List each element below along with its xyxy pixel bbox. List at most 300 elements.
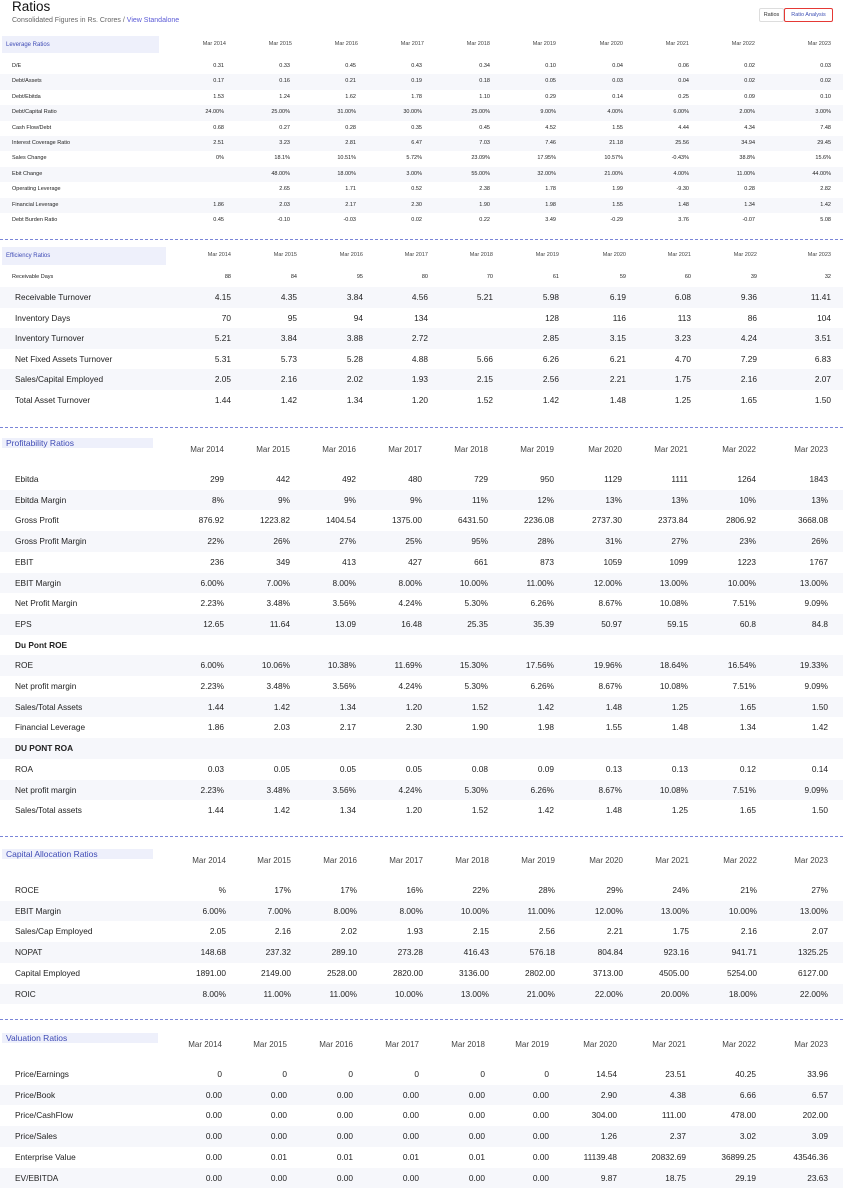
table-cell: 0.02 <box>820 78 831 85</box>
table-cell: 0.25 <box>678 93 689 100</box>
table-cell: 1.93 <box>406 926 423 937</box>
table-cell: 876.92 <box>198 515 224 526</box>
column-header-year: Mar 2023 <box>807 252 831 258</box>
table-cell: 6.26% <box>530 681 554 691</box>
table-cell: 25.56 <box>675 140 689 146</box>
table-cell: 23.09% <box>471 155 490 162</box>
table-cell: 0 <box>414 1069 419 1079</box>
ratios-button[interactable]: Ratios <box>759 8 784 22</box>
table-cell: 116 <box>612 312 626 323</box>
table-cell: 0.03 <box>612 78 623 85</box>
row-label: Interest Coverage Ratio <box>12 140 71 146</box>
table-cell: 4.38 <box>669 1089 686 1100</box>
table-cell: 10.00% <box>394 988 423 999</box>
table-cell: 0.00 <box>532 1131 549 1142</box>
column-header-year: Mar 2019 <box>535 252 559 258</box>
table-cell: 1223 <box>737 556 756 567</box>
table-cell: 0.00 <box>402 1131 419 1142</box>
column-header-year: Mar 2017 <box>400 41 424 47</box>
table-cell: 18.75 <box>665 1172 686 1183</box>
table-cell: 0.06 <box>678 63 689 69</box>
table-cell: 492 <box>342 474 356 484</box>
table-cell: 5254.00 <box>727 967 757 978</box>
table-cell: 0.45 <box>345 63 356 69</box>
table-cell: 1.42 <box>537 701 554 712</box>
table-cell: 1223.82 <box>260 515 290 526</box>
column-header-year: Mar 2015 <box>253 1040 287 1049</box>
table-cell: 0.00 <box>468 1131 485 1142</box>
table-cell: 2.21 <box>609 374 626 385</box>
table-cell: 0.02 <box>744 63 755 69</box>
table-row <box>0 198 843 213</box>
table-cell: 17% <box>340 885 357 895</box>
table-cell: 661 <box>474 556 488 567</box>
table-cell: 3.23 <box>279 140 290 146</box>
column-header-year: Mar 2017 <box>404 252 428 258</box>
table-cell: 70 <box>221 312 231 323</box>
table-cell: 2.65 <box>279 186 290 193</box>
table-cell: 0.35 <box>411 124 422 131</box>
table-cell: 15.30% <box>459 660 488 671</box>
row-label: Capital Employed <box>15 967 81 978</box>
table-cell: 0.10 <box>820 93 831 100</box>
table-cell: 3.56% <box>332 598 356 609</box>
table-cell: 0.00 <box>270 1131 287 1142</box>
table-cell: 95 <box>287 312 297 323</box>
table-cell: 8.00% <box>333 905 357 916</box>
table-cell: 478.00 <box>730 1110 756 1121</box>
table-cell: 7.51% <box>732 784 756 795</box>
section-divider <box>0 836 843 837</box>
table-cell: 0.02 <box>744 78 755 85</box>
section-title: Leverage Ratios <box>2 36 159 53</box>
table-cell: 8.00% <box>399 905 423 916</box>
table-cell: 3.48% <box>266 784 290 795</box>
table-cell: 0.16 <box>279 78 290 85</box>
table-cell: 9% <box>410 494 422 505</box>
table-cell: 2.03 <box>279 201 290 208</box>
column-header-year: Mar 2018 <box>469 252 493 258</box>
table-cell: 4.00% <box>607 109 623 116</box>
table-cell: 22% <box>207 536 224 547</box>
table-cell: 11.69% <box>394 660 422 671</box>
table-cell: 0.22 <box>479 217 490 223</box>
table-cell: 349 <box>276 556 290 567</box>
table-cell: 29.19 <box>735 1172 756 1183</box>
table-cell: 1.65 <box>740 395 757 405</box>
table-cell: 2.16 <box>274 926 291 937</box>
table-cell: 17.95% <box>537 155 556 162</box>
column-header-year: Mar 2018 <box>454 445 488 454</box>
table-cell: 7.00% <box>267 905 291 916</box>
section-title: Efficiency Ratios <box>2 247 166 265</box>
table-cell: 6431.50 <box>458 515 488 526</box>
table-cell: 8.67% <box>598 681 622 691</box>
table-cell: 0.00 <box>336 1110 353 1121</box>
table-cell: 2806.92 <box>726 515 756 526</box>
table-cell: 3.15 <box>609 333 626 344</box>
table-cell: 2528.00 <box>327 967 357 978</box>
table-cell: 0.43 <box>411 63 422 69</box>
row-label: Sales/Total assets <box>15 805 82 816</box>
column-header-year: Mar 2023 <box>794 856 828 865</box>
column-header-year: Mar 2016 <box>322 445 356 454</box>
table-cell: 0.00 <box>336 1172 353 1183</box>
table-cell: 39 <box>750 274 757 280</box>
table-cell: 1.34 <box>339 805 356 816</box>
table-cell: 32 <box>824 274 831 280</box>
table-cell: 10.00% <box>727 577 756 588</box>
table-cell: 31.00% <box>337 109 356 116</box>
table-cell: 1.34 <box>739 722 756 733</box>
table-cell: 13.00% <box>460 988 489 999</box>
table-cell: 1.20 <box>405 805 422 816</box>
table-cell: 1.52 <box>471 701 488 712</box>
table-cell: 23.51 <box>665 1069 686 1079</box>
column-header-year: Mar 2019 <box>515 1040 549 1049</box>
table-cell: 1.65 <box>739 805 756 816</box>
table-cell: 3.49 <box>545 217 556 223</box>
table-cell: 2.17 <box>339 722 356 733</box>
table-cell: 5.72% <box>406 155 422 162</box>
column-header-year: Mar 2021 <box>665 41 689 47</box>
table-cell: 1.53 <box>213 93 224 100</box>
table-cell: 13.00% <box>799 905 828 916</box>
table-cell: 1.50 <box>814 395 831 405</box>
table-cell: 17.56% <box>525 660 554 671</box>
row-label: Net Fixed Assets Turnover <box>15 353 113 364</box>
table-cell: 24.00% <box>205 109 224 116</box>
table-cell: 10.57% <box>604 155 623 162</box>
table-row <box>0 963 843 984</box>
table-cell: 1.10 <box>479 93 490 100</box>
table-cell: 14.54 <box>596 1069 617 1079</box>
table-cell: 0.05 <box>339 763 356 774</box>
view-standalone-link[interactable]: View Standalone <box>126 17 180 24</box>
table-cell: 202.00 <box>802 1110 828 1121</box>
table-cell: 6.21 <box>609 353 626 364</box>
table-cell: 88 <box>224 274 231 280</box>
table-row <box>0 717 843 738</box>
table-cell: 0.00 <box>532 1110 549 1121</box>
table-cell: 19.33% <box>799 660 828 671</box>
table-row <box>0 121 843 136</box>
table-cell: 1.42 <box>273 701 290 712</box>
page-header <box>0 0 843 36</box>
table-row <box>0 1168 843 1189</box>
column-header-year: Mar 2022 <box>722 1040 756 1049</box>
table-row <box>0 921 843 942</box>
table-row <box>0 780 843 801</box>
row-label: Financial Leverage <box>12 201 59 208</box>
table-cell: 1.42 <box>820 201 831 208</box>
table-cell: 5.28 <box>346 353 363 364</box>
ratio-analysis-button[interactable]: Ratio Analysis <box>784 8 833 22</box>
table-cell: 6.47 <box>411 140 422 146</box>
table-cell: 0.04 <box>612 63 623 69</box>
table-cell: 8.00% <box>332 577 356 588</box>
table-cell: 4.52 <box>545 124 556 131</box>
table-cell: 8.00% <box>202 988 226 999</box>
table-cell: 0.00 <box>205 1131 222 1142</box>
table-cell: 0.13 <box>671 763 688 774</box>
column-header-year: Mar 2014 <box>202 41 226 47</box>
table-cell: 480 <box>408 474 422 484</box>
table-cell: 6.00% <box>673 109 689 116</box>
column-header-year: Mar 2014 <box>190 445 224 454</box>
table-cell: 104 <box>817 312 831 323</box>
table-cell: 28% <box>538 885 555 895</box>
table-cell: 0.19 <box>411 78 422 85</box>
column-header-year: Mar 2017 <box>385 1040 419 1049</box>
table-cell: 25% <box>405 536 422 547</box>
table-cell: 0.00 <box>270 1089 287 1100</box>
table-cell: 8.67% <box>598 784 622 795</box>
table-cell: 18.1% <box>274 155 290 162</box>
table-cell: 27% <box>811 885 828 895</box>
table-cell: 1.52 <box>471 805 488 816</box>
table-row <box>0 655 843 676</box>
table-cell: 16.48 <box>401 618 422 629</box>
table-cell: 2.37 <box>669 1131 686 1142</box>
table-cell: 0.00 <box>205 1110 222 1121</box>
table-cell: 2.15 <box>476 374 493 385</box>
table-cell: 1.34 <box>744 201 755 208</box>
table-cell: 7.51% <box>732 598 756 609</box>
row-label: Price/Book <box>15 1089 56 1100</box>
table-cell: 8.00% <box>398 577 422 588</box>
table-cell: 13.00% <box>660 905 689 916</box>
table-cell: 59.15 <box>667 618 688 629</box>
table-cell: 1.50 <box>811 701 828 712</box>
table-row <box>0 984 843 1005</box>
table-cell: 2.90 <box>600 1089 617 1100</box>
table-cell: 1.55 <box>612 124 623 131</box>
table-row <box>0 90 843 105</box>
table-cell: 0.34 <box>479 63 490 69</box>
table-cell: 1129 <box>604 474 622 484</box>
column-header-year: Mar 2023 <box>794 1040 828 1049</box>
table-row <box>0 308 843 329</box>
row-label: Net Profit Margin <box>15 598 78 609</box>
table-row <box>0 469 843 490</box>
table-cell: 113 <box>677 312 691 323</box>
table-cell: 442 <box>276 474 290 484</box>
table-cell: 4.34 <box>744 124 755 131</box>
row-label: EPS <box>15 618 32 629</box>
table-cell: 10.08% <box>659 598 688 609</box>
table-row <box>0 510 843 531</box>
table-cell: 1.78 <box>545 186 556 193</box>
table-cell: 1.62 <box>345 93 356 100</box>
table-cell: 11.00% <box>329 988 357 999</box>
table-cell: 4.00% <box>673 170 689 177</box>
table-cell: 36899.25 <box>721 1151 756 1162</box>
column-header-year: Mar 2020 <box>583 1040 617 1049</box>
table-row <box>0 490 843 511</box>
subtitle-text: Consolidated Figures in Rs. Crores / <box>12 17 127 24</box>
table-cell: 2.17 <box>345 201 356 208</box>
table-cell: 111.00 <box>661 1110 686 1121</box>
section-divider <box>0 1019 843 1020</box>
table-cell: 13.00% <box>659 577 688 588</box>
column-header-year: Mar 2014 <box>188 1040 222 1049</box>
table-cell: 804.84 <box>597 947 623 958</box>
table-cell: 1.65 <box>739 701 756 712</box>
table-cell: 0.00 <box>205 1151 222 1162</box>
table-cell: 0.45 <box>479 124 490 131</box>
table-cell: 9% <box>278 494 290 505</box>
table-cell: 20832.69 <box>651 1151 686 1162</box>
table-row <box>0 182 843 197</box>
table-cell: 7.03 <box>479 140 490 146</box>
column-header-year: Mar 2018 <box>455 856 489 865</box>
row-label: Sales Change <box>12 155 47 162</box>
table-cell: 1.42 <box>273 805 290 816</box>
table-cell: 0.29 <box>545 93 556 100</box>
row-label: Total Asset Turnover <box>15 395 91 405</box>
column-header-year: Mar 2017 <box>389 856 423 865</box>
table-cell: 0.17 <box>213 78 224 85</box>
column-header-year: Mar 2016 <box>339 252 363 258</box>
row-label: Receivable Days <box>12 274 54 280</box>
table-cell: 1.42 <box>542 395 559 405</box>
table-cell: 1.55 <box>612 201 623 208</box>
table-cell: 34.94 <box>741 140 755 146</box>
table-cell: 2.38 <box>479 186 490 193</box>
table-cell: 1.99 <box>612 186 623 193</box>
row-label: Enterprise Value <box>15 1151 76 1162</box>
row-label: ROCE <box>15 885 39 895</box>
table-cell: 0.00 <box>336 1089 353 1100</box>
table-cell: 1.44 <box>214 395 231 405</box>
table-cell: 0 <box>282 1069 287 1079</box>
table-cell: 2.16 <box>740 374 757 385</box>
table-cell: 3.88 <box>346 333 363 344</box>
table-cell: 0.33 <box>279 63 290 69</box>
table-cell: 1.75 <box>674 374 691 385</box>
table-cell: 26% <box>273 536 290 547</box>
table-row <box>0 614 843 635</box>
table-cell: 1.42 <box>280 395 297 405</box>
table-cell: 0.00 <box>402 1089 419 1100</box>
table-cell: 10.00% <box>459 577 488 588</box>
table-cell: 0% <box>216 155 224 162</box>
table-cell: 95 <box>356 274 363 280</box>
table-cell: 4505.00 <box>659 967 689 978</box>
table-cell: 86 <box>747 312 757 323</box>
table-cell: 2236.08 <box>524 515 554 526</box>
table-cell: 7.48 <box>820 124 831 131</box>
table-cell: 0.00 <box>270 1110 287 1121</box>
table-cell: 5.21 <box>214 333 231 344</box>
row-label: Receivable Turnover <box>15 292 92 302</box>
table-cell: 1.20 <box>405 701 422 712</box>
table-cell: 0.28 <box>744 186 755 193</box>
table-cell: 923.16 <box>663 947 689 958</box>
table-row <box>0 1064 843 1085</box>
table-cell: 0 <box>544 1069 549 1079</box>
table-cell: 27% <box>339 536 356 547</box>
table-cell: 50.97 <box>601 618 622 629</box>
table-cell: 413 <box>342 556 356 567</box>
table-cell: 1.42 <box>811 722 828 733</box>
table-cell: 27% <box>671 536 688 547</box>
table-cell: 2.21 <box>606 926 623 937</box>
table-cell: 1.26 <box>600 1131 617 1142</box>
table-cell: 25.00% <box>471 109 490 116</box>
table-cell: 128 <box>545 312 559 323</box>
column-header-year: Mar 2015 <box>257 856 291 865</box>
table-row <box>0 349 843 370</box>
table-cell: 873 <box>540 556 554 567</box>
table-cell: 1.90 <box>479 201 490 208</box>
column-header-year: Mar 2022 <box>723 856 757 865</box>
table-cell: 148.68 <box>200 947 226 958</box>
table-cell: 304.00 <box>591 1110 617 1121</box>
table-cell: 1.48 <box>609 395 626 405</box>
table-cell: 299 <box>210 474 224 484</box>
table-row <box>0 593 843 614</box>
table-cell: 0.13 <box>605 763 622 774</box>
table-cell: 18.00% <box>337 170 356 177</box>
table-cell: -9.30 <box>676 186 689 193</box>
table-cell: 1.34 <box>339 701 356 712</box>
table-cell: 84 <box>290 274 297 280</box>
column-header-year: Mar 2022 <box>733 252 757 258</box>
table-cell: 13% <box>671 494 688 505</box>
table-cell: 22.00% <box>799 988 828 999</box>
table-cell: 3.23 <box>674 333 691 344</box>
table-row <box>0 1147 843 1168</box>
table-cell: 0 <box>217 1069 222 1079</box>
table-cell: 134 <box>414 312 428 323</box>
column-header-year: Mar 2017 <box>388 445 422 454</box>
table-cell: % <box>218 885 226 895</box>
section-title: Valuation Ratios <box>2 1033 158 1043</box>
table-cell: 0.01 <box>336 1151 353 1162</box>
row-label: Net profit margin <box>15 784 77 795</box>
table-cell: 3.48% <box>266 598 290 609</box>
table-cell: 1.48 <box>605 805 622 816</box>
table-cell: 2802.00 <box>525 967 555 978</box>
table-cell: 10.00% <box>728 905 757 916</box>
table-cell: 0.00 <box>532 1151 549 1162</box>
row-label: Sales/Capital Employed <box>15 374 104 385</box>
table-cell: 6.08 <box>674 292 691 302</box>
table-cell: 273.28 <box>397 947 423 958</box>
row-label: EBIT <box>15 556 34 567</box>
table-row <box>0 942 843 963</box>
section-header <box>0 1033 843 1055</box>
table-cell: 3.00% <box>406 170 422 177</box>
section-divider <box>0 239 843 240</box>
table-cell: 6127.00 <box>798 967 828 978</box>
table-cell: 0.00 <box>402 1172 419 1183</box>
table-cell: 21% <box>740 885 757 895</box>
section-title: Profitability Ratios <box>2 438 153 448</box>
table-cell: 2.56 <box>542 374 559 385</box>
table-cell: 0.14 <box>811 763 828 774</box>
table-cell: 12.65 <box>203 618 224 629</box>
row-label: Gross Profit <box>15 515 59 526</box>
table-cell: 21.00% <box>604 170 623 177</box>
table-cell: 31% <box>605 536 622 547</box>
table-cell: 13.09 <box>335 618 356 629</box>
table-cell: 70 <box>486 274 493 280</box>
table-cell: 4.24% <box>398 598 422 609</box>
table-cell: 10% <box>739 494 756 505</box>
